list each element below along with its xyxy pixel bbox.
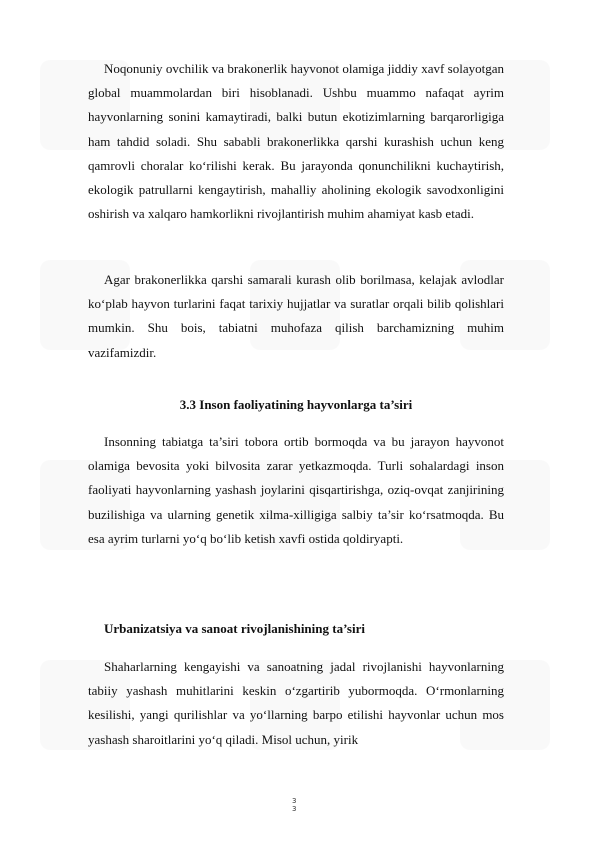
paragraph-poaching: Noqonuniy ovchilik va brakonerlik hayvonot olamiga jiddiy xavf solayotgan global muammolardan biri hisoblanadi. Ushbu muammo nafaqat ayrim hayvonlarning sonini kamaytiradi, balki butun ekotizimlarning barqarorligiga ham tahdid soladi. Shu sababli brakonerlikka qarshi kurashish uchun keng qamrovli choralar ko‘rilishi kerak. Bu jarayonda qonunchilikni kuchaytirish, ekologik patrullarni kengaytirish, mahalliy aholining ekologik savodxonligini oshirish va xalqaro hamkorlikni rivojlantirish muhim ahamiyat kasb etadi. [88, 61, 504, 222]
page-number [292, 797, 296, 813]
paragraph-future-generations: Agar brakonerlikka qarshi samarali kurash olib borilmasa, kelajak avlodlar ko‘plab hayvon turlarini faqat tarixiy hujjatlar va suratlar orqali bilib qolishlari mumkin. Shu bois, tabiatni muhofaza qilish barchamizning muhim vazifamizdir. [88, 272, 504, 360]
section-heading: 3.3 Inson faoliyatining hayvonlarga ta’siri [179, 397, 413, 412]
paragraph-human-impact: Insonning tabiatga ta’siri tobora ortib bormoqda va bu jarayon hayvonot olamiga bevosita yoki bilvosita zarar yetkazmoqda. Turli sohalardagi inson faoliyati hayvonlarning yashash joylarini qisqartirishga, oziq-ovqat zanjirining buzilishiga va ularning genetik xilma-xilligiga salbiy ta’sir ko‘rsatmoqda. Bu esa ayrim turlarni yo‘q bo‘lib ketish xavfi ostida qoldiryapti. [88, 434, 504, 546]
page-number-line-2: 3 [292, 805, 297, 813]
subsection-heading: Urbanizatsiya va sanoat rivojlanishining ta’siri [104, 621, 365, 636]
paragraph-urbanization: Shaharlarning kengayishi va sanoatning jadal rivojlanishi hayvonlarning tabiiy yashash muhitlarini keskin o‘zgartirib yubormoqda. O‘rmonlarning kesilishi, yangi qurilishlar va yo‘llarning barpo etilishi hayvonlar uchun mos yashash sharoitlarini yo‘q qiladi. Misol uchun, yirik [88, 659, 504, 747]
page-number-line-1: 3 [292, 797, 297, 805]
